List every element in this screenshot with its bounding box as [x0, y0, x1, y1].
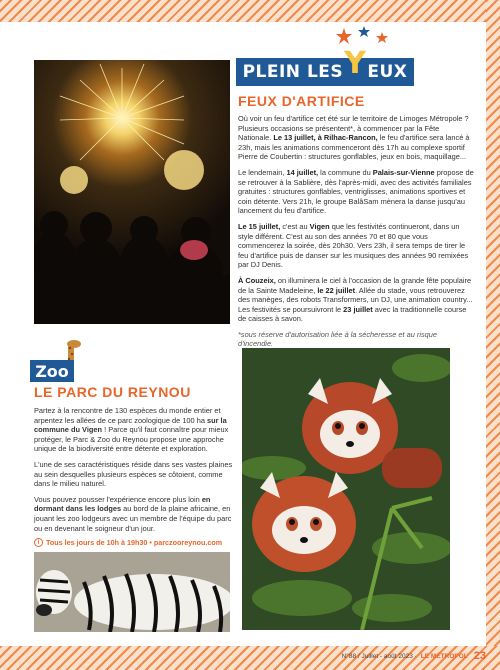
banner-text-end: EUX [367, 62, 408, 82]
red-panda-photo [242, 348, 450, 630]
magazine-page [22, 22, 486, 662]
footnote: *sous réserve d'autorisation liée à la sécheresse et au risque d'incendie. [238, 329, 438, 349]
zoo-article [34, 406, 234, 539]
article-paragraph: À Couzeix, on illuminera le ciel à l'occasion de la grande fête populaire de la Sainte Madeleine, le 22 juillet. Allée du stade, vous retrouverez des manèges, des robots Transformers, un DJ, une animation country... Les festivités se poursuivront le 23 juillet avec la traditionnelle course de caisses à savon. [238, 275, 473, 324]
zoo-hours-and-website: Tous les jours de 10h à 19h30 • parczooreynou.com [46, 538, 223, 547]
article-paragraph: Où voir un feu d'artifice cet été sur le territoire de Limoges Métropole ? Plusieurs occasions se présentent*, à commencer par la Fête Nationale. Le 13 juillet, à Rilhac-Rancon, le feu d'artifice sera lancé à 23h, mais les animations commenceront dès 17h au complexe sportif Pierre de Coubertin : structures gonflables, jeux en bois, maquillage... [238, 114, 470, 162]
article-paragraph: Vous pouvez pousser l'expérience encore plus loin en dormant dans les lodges au bord de la plaine africaine, en jouant les zoo lodgeurs avec un membre de l'équipe du parc ou en devenant le soigneur d'un jour. [34, 494, 232, 533]
decorative-stripe-top [0, 0, 500, 22]
zebra-photo [34, 552, 230, 632]
zoo-logo [30, 340, 92, 382]
fireworks-heading: FEUX D'ARTIFICE [238, 93, 365, 109]
zoo-logo-text: Zoo [35, 362, 69, 381]
fireworks-article [238, 114, 474, 355]
info-icon: i [34, 538, 43, 547]
article-paragraph: L'une de ses caractéristiques réside dans ses vastes plaines au sein desquelles plusieurs espèces se côtoient, comme dans le milieu naturel. [34, 459, 233, 489]
article-paragraph: Partez à la rencontre de 130 espèces du monde entier et arpentez les allées de ce parc zoologique de 100 ha sur la commune du Vigen ! Parce qu'il faut connaître pour mieux protéger, le Parc & Zoo du Reynou propose une approche unique de la biodiversité entre détente et exploration. [34, 406, 229, 454]
section-banner [236, 45, 414, 86]
article-paragraph: Le 15 juillet, c'est au Vigen que les festivités continueront, dans un style différent. C'est au son des années 70 et 80 que vous commencerez la soirée, dès 20h30. Vers 23h, il sera temps de tirer le feu d'artifice puis de danser sur les musiques des années 90 remixées par DJ Denis. [238, 221, 469, 270]
article-paragraph: Le lendemain, 14 juillet, la commune du Palais-sur-Vienne propose de se retrouver à la Sablière, dès l'après-midi, avec des activités familiales gratuites : structures gonflables, ventriglisses, animations sportives et coin détente. Vers 21h, le groupe BalâSam mènera la danse jusqu'au lancement du feu d'artifice. [238, 167, 474, 216]
fireworks-photo [34, 60, 230, 324]
zoo-heading: LE PARC DU REYNOU [34, 384, 191, 400]
page-footer [22, 646, 486, 666]
page-number: 23 [473, 650, 486, 662]
issue-info: N°88 / Juillet - août 2023 · [341, 652, 417, 660]
banner-text-start: PLEIN LES [242, 62, 344, 82]
decorative-stripe-right [486, 0, 500, 670]
zoo-info-line [34, 538, 234, 547]
banner-letter-y: Y [344, 45, 367, 81]
magazine-brand: LE MÉTROPOL [420, 652, 468, 660]
